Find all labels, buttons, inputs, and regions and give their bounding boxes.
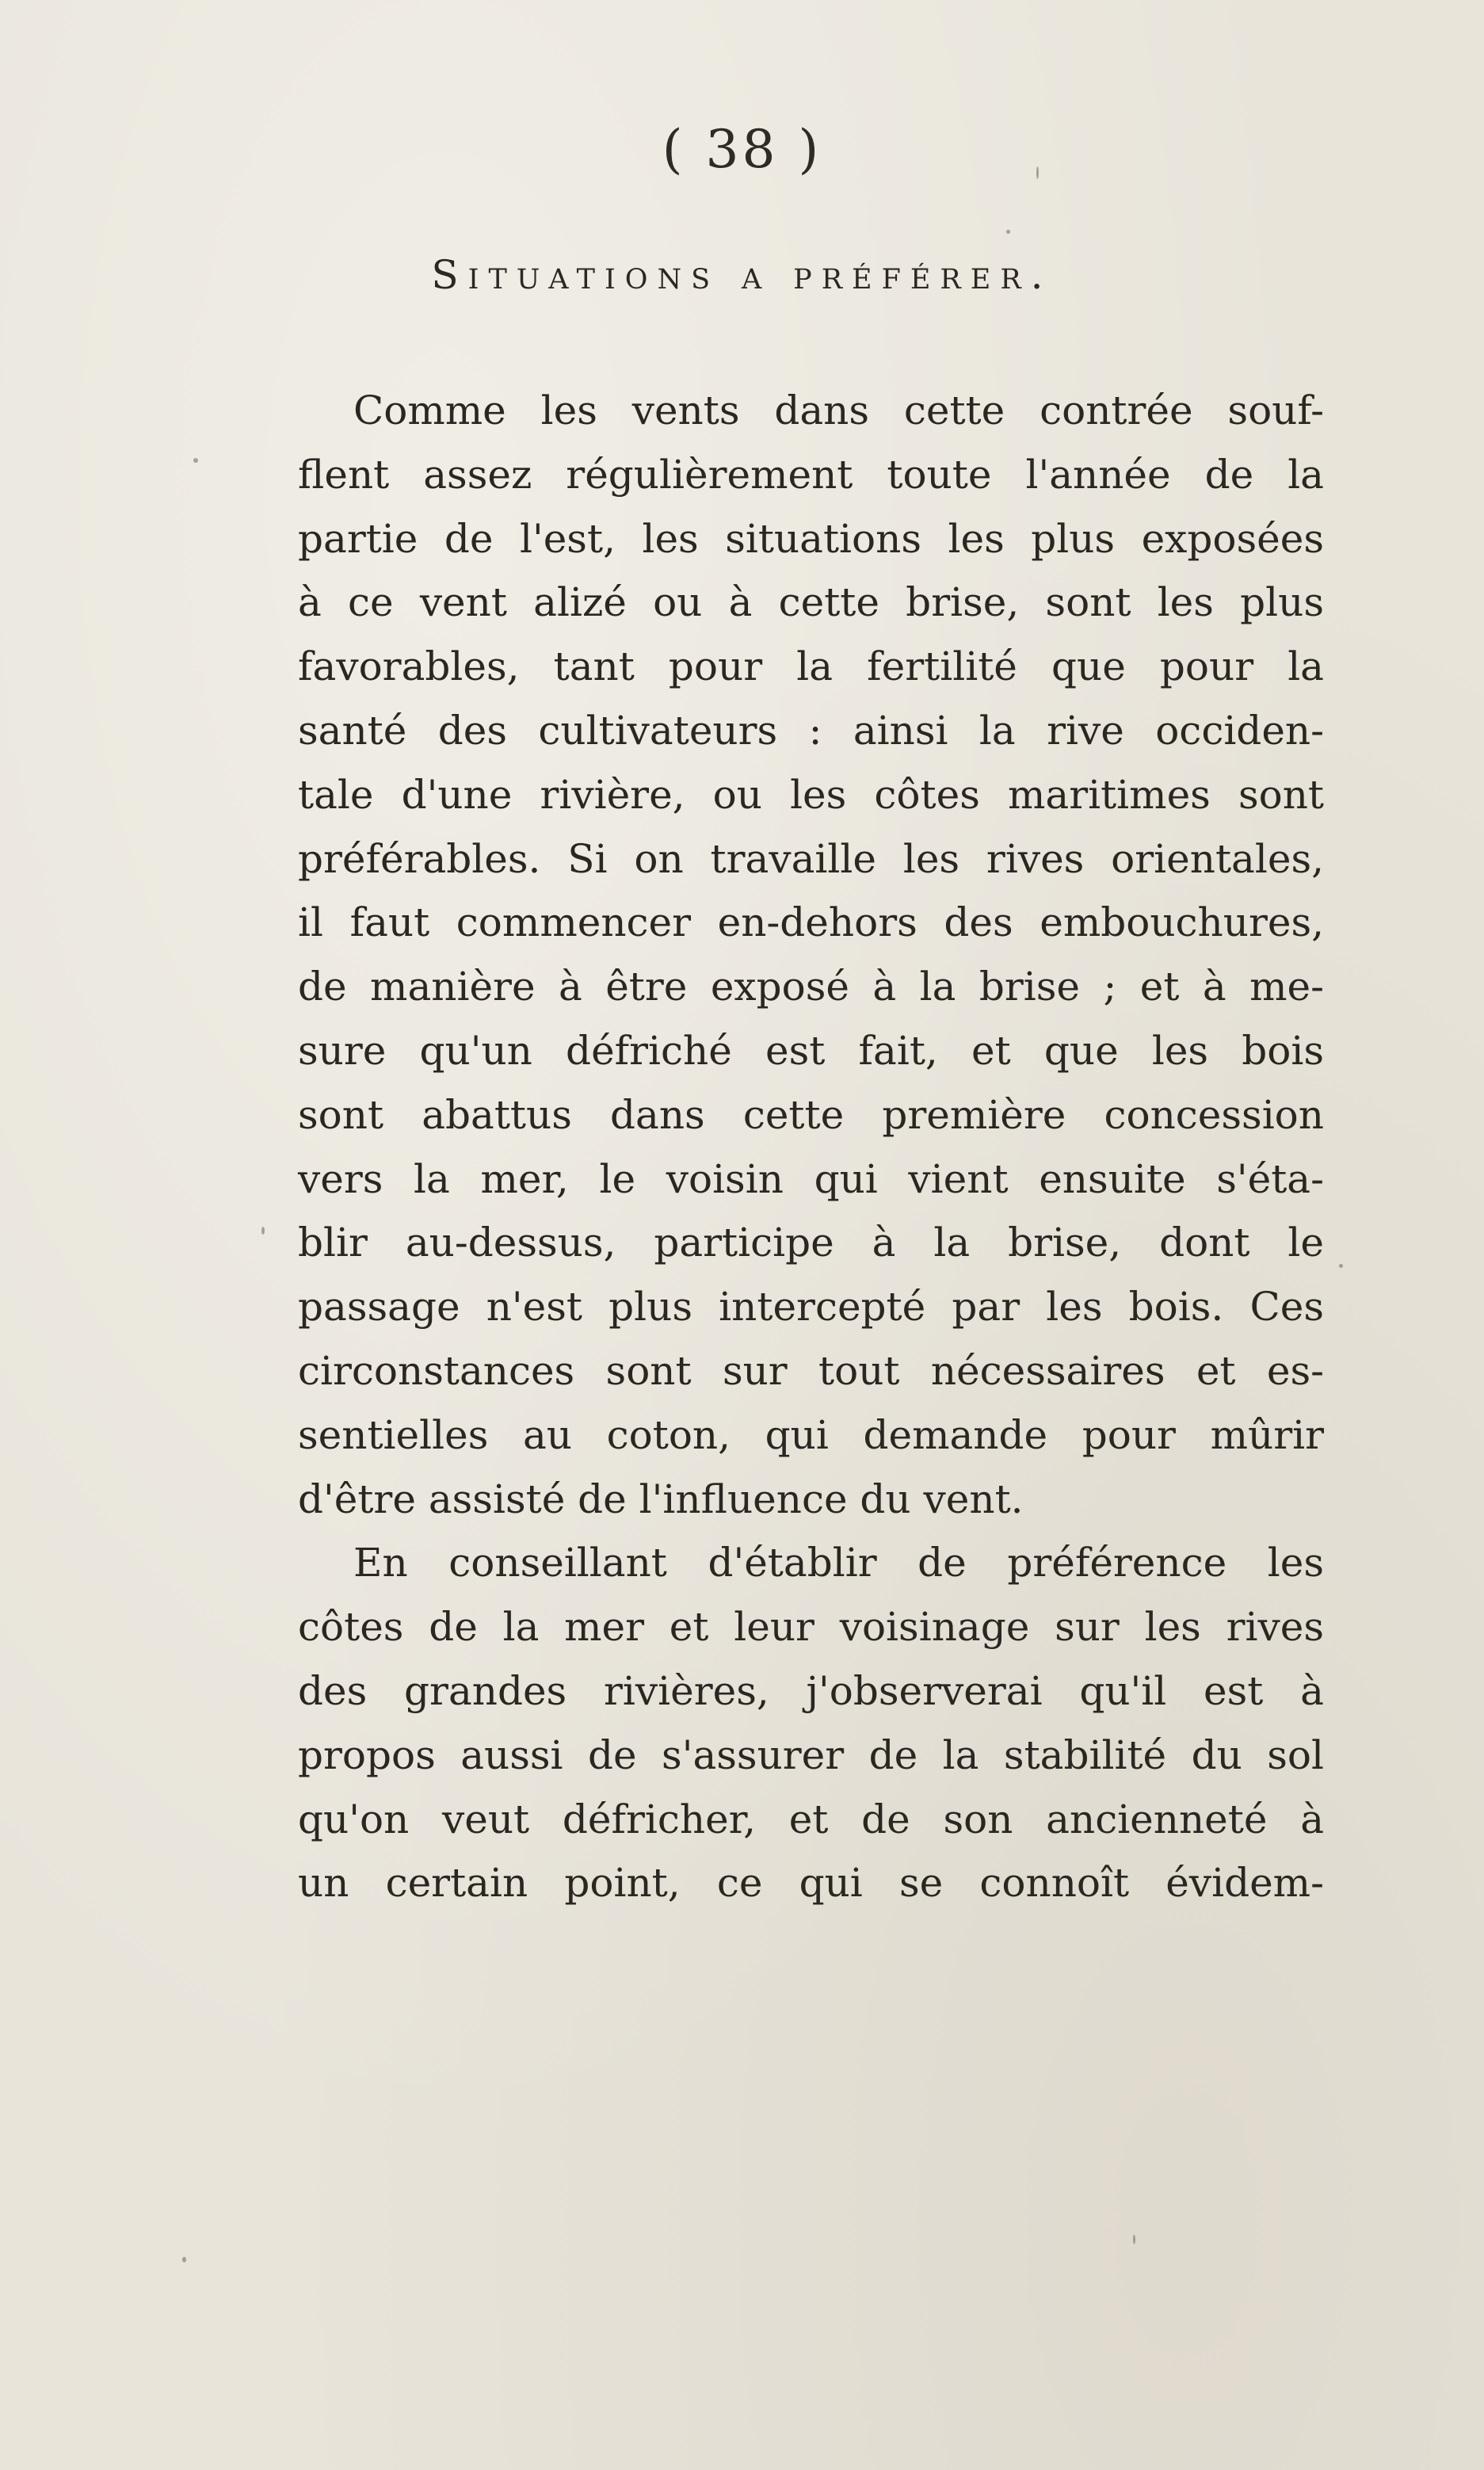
text-line: partie de l'est, les situations les plus exposées (298, 515, 1324, 562)
paper-speck (1036, 166, 1039, 179)
text-line: d'être assisté de l'influence du vent. (298, 1476, 1024, 1522)
text-line: un certain point, ce qui se connoît évidem- (298, 1860, 1324, 1907)
text-line: En conseillant d'établir de préférence les (353, 1540, 1324, 1586)
text-line: tale d'une rivière, ou les côtes maritimes sont (298, 771, 1324, 818)
text-line: propos aussi de s'assurer de la stabilité du sol (298, 1731, 1324, 1778)
text-line: il faut commencer en-dehors des embouchures, (298, 899, 1324, 946)
text-line: qu'on veut défricher, et de son ancienneté à (298, 1796, 1324, 1842)
text-line: sentielles au coton, qui demande pour mûrir (298, 1411, 1324, 1458)
text-line: à ce vent alizé ou à cette brise, sont les plus (298, 579, 1324, 626)
text-line: vers la mer, le voisin qui vient ensuite s'éta- (298, 1155, 1324, 1202)
text-line: côtes de la mer et leur voisinage sur les rives (298, 1604, 1324, 1651)
paper-speck (261, 1227, 265, 1235)
text-line: Comme les vents dans cette contrée souf- (353, 387, 1324, 433)
paper-speck (1339, 1264, 1343, 1268)
page-number: ( 38 ) (662, 119, 822, 180)
text-line: flent assez régulièrement toute l'année de la (298, 451, 1324, 498)
paper-speck (1006, 230, 1010, 234)
text-line: préférables. Si on travaille les rives orientales, (298, 835, 1324, 882)
text-line: favorables, tant pour la fertilité que pour la (298, 643, 1324, 690)
body-text (298, 379, 1324, 1915)
text-line: santé des cultivateurs : ainsi la rive occiden- (298, 707, 1324, 754)
text-line: de manière à être exposé à la brise ; et à me- (298, 964, 1324, 1010)
text-line: blir au-dessus, participe à la brise, dont le (298, 1220, 1324, 1266)
text-line: passage n'est plus intercepté par les bois. Ces (298, 1284, 1324, 1330)
paper-speck (1133, 2235, 1135, 2244)
paper-speck (193, 458, 198, 463)
text-line: sure qu'un défriché est fait, et que les bois (298, 1027, 1324, 1074)
section-heading: Situations a préférer. (431, 252, 1053, 298)
text-line: sont abattus dans cette première concession (298, 1091, 1324, 1138)
text-line: circonstances sont sur tout nécessaires et es- (298, 1347, 1324, 1394)
text-line: des grandes rivières, j'observerai qu'il est à (298, 1667, 1324, 1714)
paper-speck (182, 2257, 186, 2262)
